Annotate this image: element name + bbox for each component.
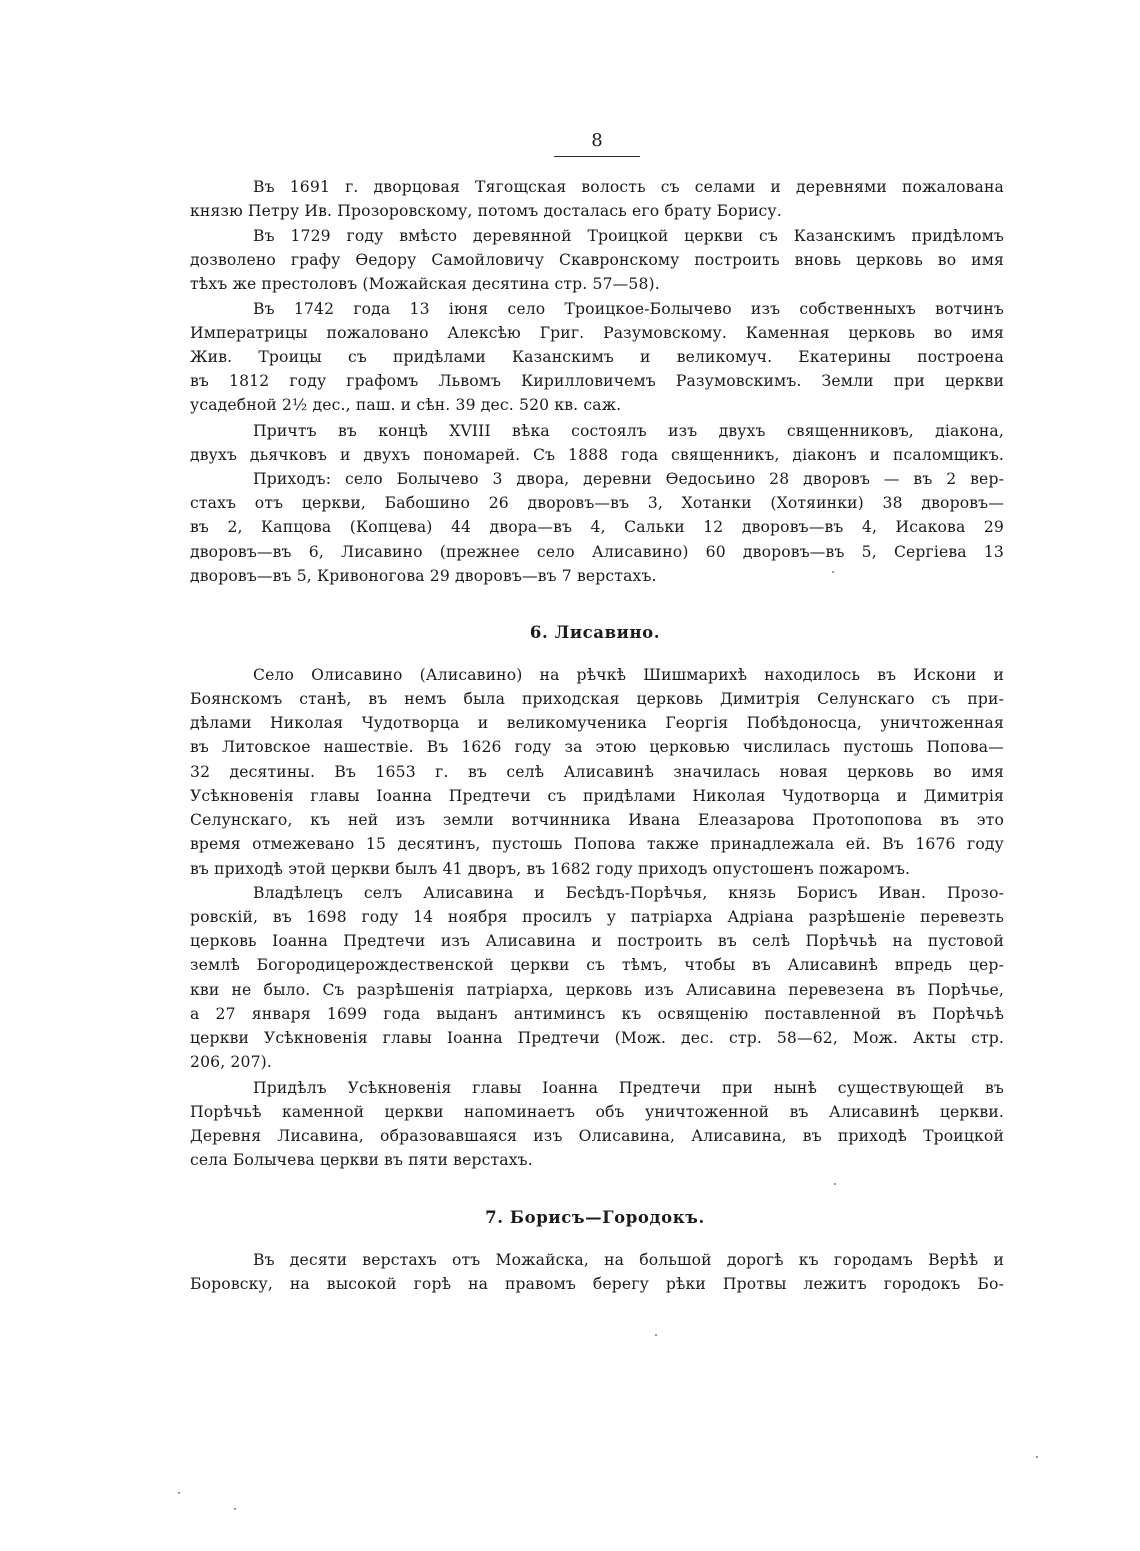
text-line: Жив. Троицы съ придѣлами Казанскимъ и великомуч. Екатерины построена bbox=[190, 348, 1004, 366]
text-line: Деревня Лисавина, образовавшаяся изъ Олисавина, Алисавина, въ приходѣ Троицкой bbox=[190, 1127, 1004, 1145]
text-line: а 27 января 1699 года выданъ антиминсъ къ освященію поставленной въ Порѣчьѣ bbox=[190, 1005, 1004, 1023]
text-line: въ приходѣ этой церкви былъ 41 дворъ, въ 1682 году приходъ опустошенъ пожаромъ. bbox=[190, 860, 911, 878]
text-line: кви не было. Съ разрѣшенія патріарха, церковь изъ Алисавина перевезена въ Порѣчье, bbox=[190, 981, 1004, 999]
page-number: 8 bbox=[591, 130, 603, 151]
section-heading-lisavino: 6. Лисавино. bbox=[529, 623, 661, 642]
text-line: Приходъ: село Болычево 3 двора, деревни Ѳедосьино 28 дворовъ — въ 2 вер- bbox=[253, 470, 1004, 488]
text-line: 32 десятины. Въ 1653 г. въ селѣ Алисавинѣ значилась новая церковь во имя bbox=[190, 763, 1004, 781]
text-line: въ Литовское нашествіе. Въ 1626 году за этою церковью числилась пустошь Попова— bbox=[190, 738, 1004, 756]
text-line: церкви Усѣкновенія главы Іоанна Предтечи (Мож. дес. стр. 58—62, Мож. Акты стр. bbox=[190, 1029, 1004, 1047]
text-line: Императрицы пожаловано Алексѣю Григ. Разумовскому. Каменная церковь во имя bbox=[190, 324, 1004, 342]
text-line: Владѣлецъ селъ Алисавина и Бесѣдъ-Порѣчья, князь Борисъ Иван. Прозо- bbox=[253, 884, 1004, 902]
text-line: тѣхъ же престоловъ (Можайская десятина стр. 57—58). bbox=[190, 275, 660, 293]
text-line: Боянскомъ станѣ, въ немъ была приходская церковь Димитрія Селунскаго съ при- bbox=[190, 690, 1004, 708]
text-line: усадебной 2½ дес., паш. и сѣн. 39 дес. 520 кв. саж. bbox=[190, 396, 622, 414]
text-line: села Болычева церкви въ пяти верстахъ. bbox=[190, 1151, 533, 1169]
text-line: время отмежевано 15 десятинъ, пустошь Попова также принадлежала ей. Въ 1676 году bbox=[190, 835, 1004, 853]
text-line: князю Петру Ив. Прозоровскому, потомъ досталась его брату Борису. bbox=[190, 202, 782, 220]
scan-speck bbox=[832, 571, 834, 573]
text-line: Въ 1742 года 13 іюня село Троицкое-Болычево изъ собственныхъ вотчинъ bbox=[253, 300, 1004, 318]
scan-speck bbox=[834, 1183, 836, 1185]
text-line: въ 2, Капцова (Копцева) 44 двора—въ 4, Сальки 12 дворовъ—въ 4, Исакова 29 bbox=[190, 518, 1004, 536]
text-line: Порѣчьѣ каменной церкви напоминаетъ объ уничтоженной въ Алисавинѣ церкви. bbox=[190, 1103, 1004, 1121]
text-line: стахъ отъ церкви, Бабошино 26 дворовъ—въ 3, Хотанки (Хотяинки) 38 дворовъ— bbox=[190, 494, 1004, 512]
text-line: въ 1812 году графомъ Львомъ Кирилловичемъ Разумовскимъ. Земли при церкви bbox=[190, 372, 1004, 390]
text-line: землѣ Богородицерождественской церкви съ тѣмъ, чтобы въ Алисавинѣ впредь цер- bbox=[190, 956, 1004, 974]
text-line: Село Олисавино (Алисавино) на рѣчкѣ Шишмарихѣ находилось въ Искони и bbox=[253, 666, 1004, 684]
text-line: ровскій, въ 1698 году 14 ноября просилъ у патріарха Адріана разрѣшеніе перевезть bbox=[190, 908, 1004, 926]
text-line: церковь Іоанна Предтечи изъ Алисавина и построить въ селѣ Порѣчьѣ на пустовой bbox=[190, 932, 1004, 950]
scan-speck bbox=[1036, 1456, 1038, 1458]
scan-speck bbox=[178, 1492, 180, 1494]
text-line: Въ 1729 году вмѣсто деревянной Троицкой церкви съ Казанскимъ придѣломъ bbox=[253, 227, 1004, 245]
text-line: Боровску, на высокой горѣ на правомъ берегу рѣки Протвы лежитъ городокъ Бо- bbox=[190, 1275, 1004, 1293]
text-line: дворовъ—въ 6, Лисавино (прежнее село Алисавино) 60 дворовъ—въ 5, Сергіева 13 bbox=[190, 543, 1004, 561]
text-line: двухъ дьячковъ и двухъ пономарей. Съ 1888 года священникъ, діаконъ и псаломщикъ. bbox=[190, 446, 1004, 464]
text-line: Въ десяти верстахъ отъ Можайска, на большой дорогѣ къ городамъ Верѣѣ и bbox=[253, 1251, 1004, 1269]
text-line: дозволено графу Ѳедору Самойловичу Скавронскому построить вновь церковь во имя bbox=[190, 251, 1004, 269]
text-line: Придѣлъ Усѣкновенія главы Іоанна Предтечи при нынѣ существующей въ bbox=[253, 1079, 1004, 1097]
section-heading-boris-gorodok: 7. Борисъ—Городокъ. bbox=[485, 1208, 705, 1227]
text-line: дѣлами Николая Чудотворца и великомученика Георгія Побѣдоносца, уничтоженная bbox=[190, 714, 1004, 732]
scan-speck bbox=[234, 1508, 236, 1510]
page-number-rule bbox=[554, 156, 640, 157]
text-line: дворовъ—въ 5, Кривоногова 29 дворовъ—въ 7 верстахъ. bbox=[190, 567, 657, 585]
scan-speck bbox=[655, 1334, 657, 1336]
text-line: Причтъ въ концѣ XVIII вѣка состоялъ изъ двухъ священниковъ, діакона, bbox=[253, 422, 1004, 440]
text-line: Въ 1691 г. дворцовая Тягощская волость съ селами и деревнями пожалована bbox=[253, 178, 1004, 196]
text-line: Селунскаго, къ ней изъ земли вотчинника Ивана Елеазарова Протопопова въ это bbox=[190, 811, 1004, 829]
text-line: Усѣкновенія главы Іоанна Предтечи съ придѣлами Николая Чудотворца и Димитрія bbox=[190, 787, 1004, 805]
text-line: 206, 207). bbox=[190, 1053, 272, 1071]
